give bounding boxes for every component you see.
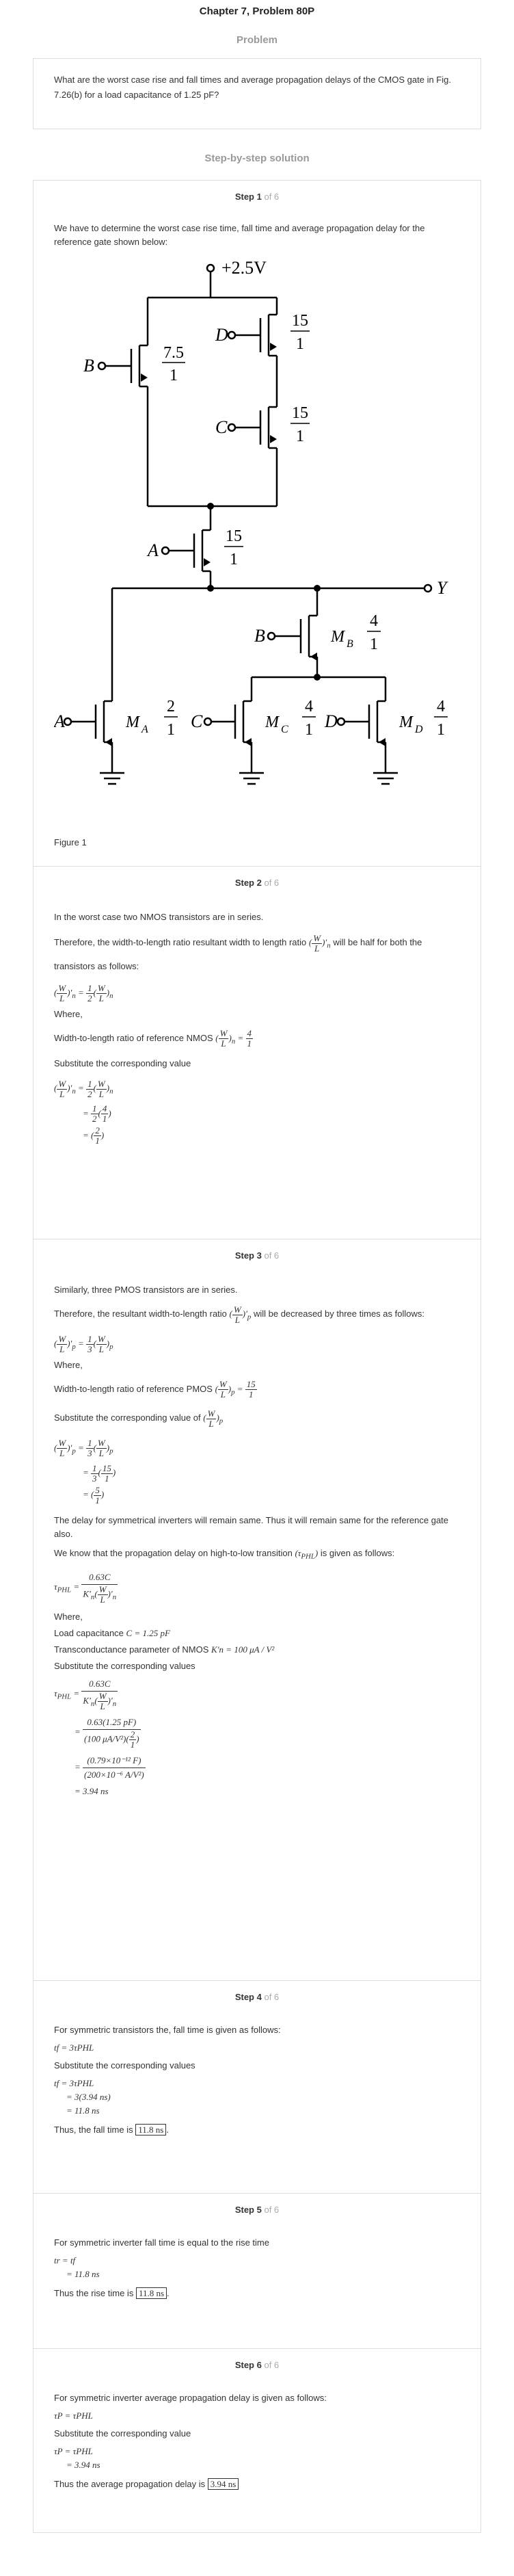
vdd-label: +2.5V [221,258,267,278]
step-6-line-2: Substitute the corresponding value [54,2428,191,2439]
ratio-a-den: 1 [230,551,238,568]
step-2-label: Step 2 [234,878,262,888]
step-3-line-3 [54,1379,460,1403]
step-3-line-8-text: Transconductance parameter of NMOS [54,1644,209,1655]
problem-label: Problem [236,34,278,46]
step-2-line-4: Substitute the corresponding value [54,1058,191,1069]
step-2-of: of 6 [264,878,280,888]
ratio-c-num: 15 [292,404,308,422]
step-1 [33,181,481,866]
step-4-line-3-text: Thus, the fall time is [54,2125,133,2135]
md-sub: D [415,724,423,735]
mb-name: M [331,628,344,646]
step-5-line-2: Thus the rise time is 11.8 ns . [54,2288,170,2298]
step-2-line-2a: Therefore, the width-to-length ratio resultant width to length ratio [54,937,307,947]
calc-numerator-1: 0.63(1.25 pF) [83,1716,141,1730]
load-capacitance-value: C = 1.25 pF [126,1627,170,1638]
step-3-label: Step 3 [234,1250,262,1261]
gate-c2-label: C [191,711,203,731]
ratio-mb-num: 4 [370,612,378,630]
step-3-of: of 6 [264,1250,280,1261]
step-3-line-3-text: Width-to-length ratio of reference PMOS [54,1383,213,1394]
fall-time-answer: 11.8 ns [135,2124,166,2135]
step-3-line-2b: will be decreased by three times as follows: [253,1309,424,1319]
figure-caption: Figure 1 [54,837,87,847]
step-5-eq-1b: = 11.8 ns [66,2269,100,2279]
gate-a-label: A [148,540,159,560]
wl-n-prime-symbol: ( $\frac{W}{L}$ )$'_n$ [308,932,331,954]
step-4-header [54,1981,460,2004]
step-6-line-1: For symmetric inverter average propagation delay is given as follows: [54,2393,327,2403]
step-3-line-6a: We know that the propagation delay on high-to-low transition [54,1548,293,1559]
transconductance-value: K′n = 100 μA / V² [211,1644,275,1655]
md-name: M [399,713,413,731]
rise-time-answer: 11.8 ns [136,2287,167,2299]
step-5 [33,2193,481,2348]
step-2-line-2b: will be half for both the transistors as follows: [54,937,422,971]
step-1-header [54,181,460,204]
step-3-eq-4: $\tau_{PHL}$ = 0.63C $K'_n$( $\frac{W}{L}$ )$'_n$ = 0.63(1.25 pF) (100 μA/V²)( $\frac{2}{1}$ ) = $\frac{\text{(0.79×10⁻¹² F)}}{\text{(200×10⁻⁶ A/V²)}}$ = 3.94 ns [54,1677,460,1798]
step-4-eq-2a: tf = 3τPHL [54,2078,94,2088]
mb-sub: B [347,638,353,650]
step-5-header [54,2194,460,2217]
step-3-line-2 [54,1304,460,1328]
ratio-c-den: 1 [296,428,304,445]
cmos-circuit-diagram [54,253,478,821]
step-3-line-1: Similarly, three PMOS transistors are in series. [54,1285,238,1295]
step-2-line-3 [54,1028,460,1052]
step-2-line-1: In the worst case two NMOS transistors are in series. [54,912,264,922]
step-2-line-2 [54,932,460,977]
step-4-of: of 6 [264,1992,280,2002]
step-6-eq-2a: τP = τPHL [54,2446,93,2456]
step-1-text: We have to determine the worst case rise time, fall time and average propagation delay for the reference gate shown below: [54,223,425,247]
problem-box [33,58,481,129]
step-5-of: of 6 [264,2205,280,2215]
ratio-d-den: 1 [296,335,304,353]
step-4-label: Step 4 [234,1992,262,2002]
step-6 [33,2348,481,2532]
step-4-line-1: For symmetric transistors the, fall time is given as follows: [54,2025,281,2035]
step-4-eq-2b: = 3(3.94 ns) [66,2092,111,2102]
problem-text: What are the worst case rise and fall times and average propagation delays of the CMOS gate in Fig. 7.26(b) for a load capacitance of 1.25 pF? [54,75,451,100]
gate-d2-label: D [325,711,338,731]
ratio-mc-den: 1 [305,721,313,739]
step-3-where-2: Where, [54,1611,83,1622]
step-1-label: Step 1 [234,192,262,202]
step-2-header [54,867,460,890]
step-6-eq-1: τP = τPHL [54,2410,93,2421]
step-3-line-9: Substitute the corresponding values [54,1660,195,1671]
step-6-header [54,2349,460,2372]
step-6-eq-2 [54,2445,460,2472]
mc-name: M [265,713,279,731]
ratio-md-den: 1 [437,721,445,739]
gate-b-label: B [83,356,94,376]
step-2-where: Where, [54,1008,83,1019]
chapter-title: Chapter 7, Problem 80P [199,5,315,17]
step-4-eq-2c: = 11.8 ns [66,2105,100,2116]
ratio-mc-num: 4 [305,698,313,715]
tau-phl-symbol: $(\tau_{PHL})$ [295,1548,319,1561]
ma-sub: A [141,724,148,735]
step-3-header [54,1239,460,1263]
output-y-label: Y [437,578,447,598]
step-5-eq-1a: tr = tf [54,2255,76,2265]
ratio-md-num: 4 [437,698,445,715]
step-6-label: Step 6 [234,2360,262,2370]
wl-p-prime-symbol: ( $\frac{W}{L}$ )$'_p$ [229,1304,252,1325]
step-6-eq-2b: = 3.94 ns [66,2460,100,2470]
step-5-line-2-text: Thus the rise time is [54,2288,134,2298]
step-2-eq-1: ( $\frac{W}{L}$ )$'_n$ = $\frac{1}{2}$ ( $\frac{W}{L}$ )$_n$ [54,982,113,1003]
step-3-line-4-text: Substitute the corresponding value of [54,1412,201,1423]
step-6-of: of 6 [264,2360,280,2370]
ratio-mb-den: 1 [370,635,378,653]
step-3-line-7-text: Load capacitance [54,1627,124,1638]
step-4-line-2: Substitute the corresponding values [54,2060,195,2071]
step-3-line-7 [54,1627,460,1640]
ratio-ma-den: 1 [167,721,175,739]
step-3-line-6b: is given as follows: [320,1548,395,1559]
step-6-line-3-text: Thus the average propagation delay is [54,2479,206,2489]
ratio-b-num: 7.5 [163,344,184,362]
calc-numerator-2: (0.79×10⁻¹² F) [83,1754,146,1768]
step-5-line-1: For symmetric inverter fall time is equal to the rise time [54,2237,269,2248]
step-5-eq-1 [54,2254,460,2281]
ma-name: M [126,713,139,731]
gate-b2-label: B [254,626,265,646]
step-3-ref-wl: ( $\frac{W}{L}$ )$_p$ = $\frac{15}{1}$ [215,1379,256,1400]
step-3-line-6 [54,1547,460,1564]
calc-denominator-1: (100 μA/V²) [84,1733,126,1744]
gate-a2-label: A [54,711,65,731]
step-5-label: Step 5 [234,2205,262,2215]
step-1-of: of 6 [264,192,280,202]
step-2-eq-2: ( $\frac{W}{L}$ )$'_n$ = $\frac{1}{2}$ ( $\frac{W}{L}$ )$_n$ = $\frac{1}{2}$ ( $\frac{4}{1}$ ) = ( $\frac{2}{1}$ ) [54,1078,113,1146]
step-2 [33,866,481,1239]
ratio-a-num: 15 [226,527,242,545]
step-3-eq-1: ( $\frac{W}{L}$ )$'_p$ = $\frac{1}{3}$ ( $\frac{W}{L}$ )$_p$ [54,1333,113,1354]
steps-container [33,180,481,2533]
step-3-eq-3: $\tau_{PHL}$ = 0.63C $K'_n$( $\frac{W}{L}$ )$'_n$ [54,1571,117,1605]
gate-c-label: C [215,417,228,437]
step-6-line-3 [54,2478,460,2491]
step-4-eq-2 [54,2077,460,2118]
ratio-d-num: 15 [292,312,308,330]
step-2-line-3-text: Width-to-length ratio of reference NMOS [54,1032,213,1043]
step-3-line-8 [54,1643,460,1657]
ratio-ma-num: 2 [167,698,175,715]
calc-denominator-2: (200×10⁻⁶ A/V²) [84,1769,144,1780]
step-4-line-3: Thus, the fall time is 11.8 ns . [54,2125,169,2135]
step-4 [33,1980,481,2193]
solution-label: Step-by-step solution [204,153,310,164]
step-3-line-5: The delay for symmetrical inverters will remain same. Thus it will remain same for the reference gate also. [54,1515,449,1540]
step-3-where: Where, [54,1359,83,1370]
step-3-line-4 [54,1408,460,1432]
gate-d-label: D [215,325,228,345]
wl-p-symbol: ( $\frac{W}{L}$ )$_p$ [203,1408,224,1429]
propagation-delay-answer: 3.94 ns [208,2478,239,2490]
step-2-ref-wl: ( $\frac{W}{L}$ )$_n$ = $\frac{4}{1}$ [215,1028,252,1049]
step-3-eq-2: ( $\frac{W}{L}$ )$'_p$ = $\frac{1}{3}$ ( $\frac{W}{L}$ )$_p$ = $\frac{1}{3}$ ( $\frac{15}{1}$ ) = ( $\frac{5}{1}$ ) [54,1438,116,1506]
tau-phl-result: = 3.94 ns [75,1785,109,1796]
step-3-line-2a: Therefore, the resultant width-to-length ratio [54,1309,227,1319]
ratio-b-den: 1 [170,367,178,384]
mc-sub: C [281,724,288,735]
step-3 [33,1239,481,1980]
step-4-eq-1: tf = 3τPHL [54,2042,94,2053]
